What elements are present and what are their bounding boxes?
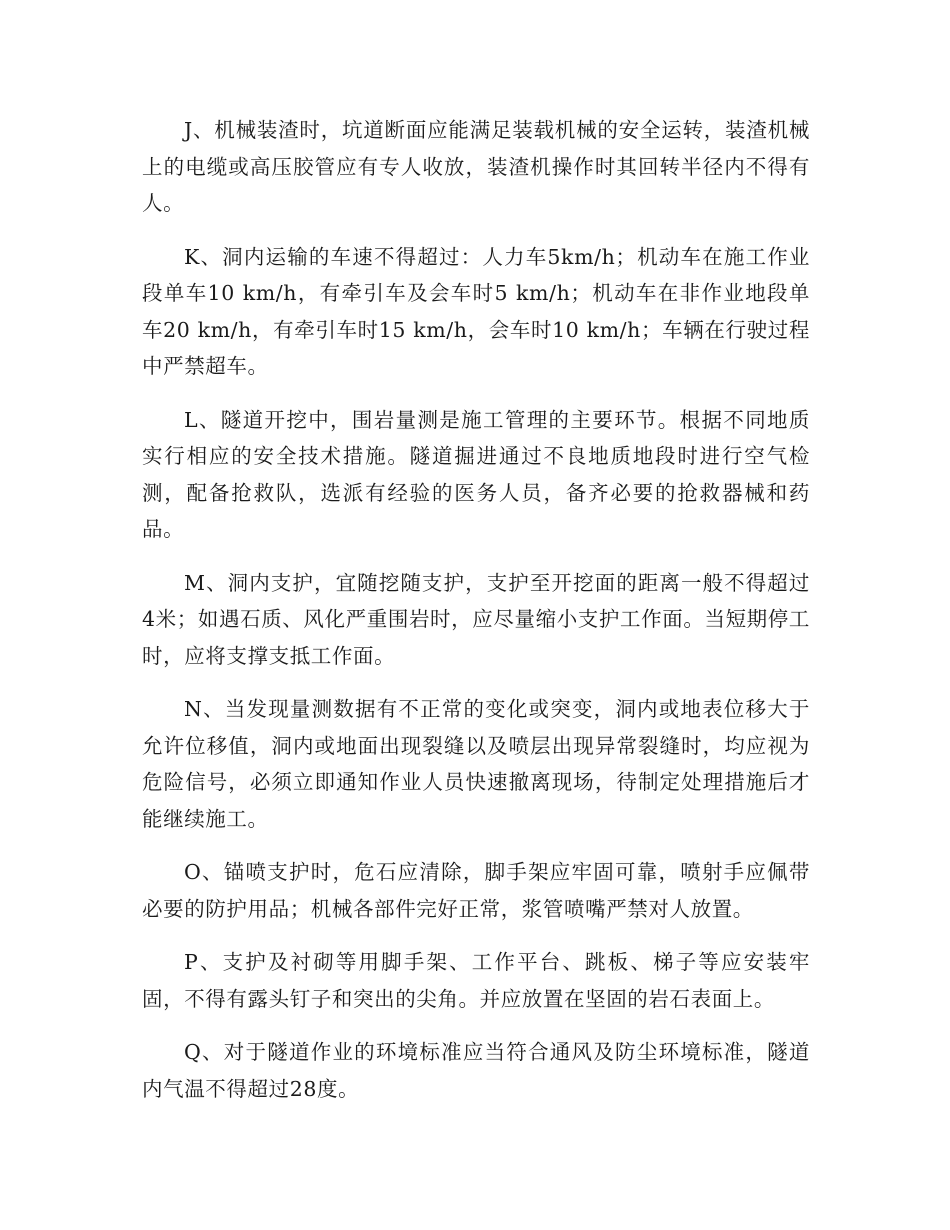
paragraph-j: J、机械装渣时，坑道断面应能满足装载机械的安全运转，装渣机械上的电缆或高压胶管应有专人收放，装渣机操作时其回转半径内不得有人。 bbox=[142, 118, 810, 215]
paragraph-k: K、洞内运输的车速不得超过：人力车5km/h；机动车在施工作业段单车10 km/h，有牵引车及会车时5 km/h；机动车在非作业地段单车20 km/h，有牵引车时15 km/h，会车时10 km/h；车辆在行驶过程中严禁超车。 bbox=[142, 244, 810, 378]
paragraph-q: Q、对于隧道作业的环境标准应当符合通风及防尘环境标准，隧道内气温不得超过28度。 bbox=[142, 1040, 810, 1101]
paragraph-p: P、支护及衬砌等用脚手架、工作平台、跳板、梯子等应安装牢固，不得有露头钉子和突出的尖角。并应放置在坚固的岩石表面上。 bbox=[142, 950, 810, 1011]
document-body bbox=[142, 112, 810, 1107]
paragraph-l: L、隧道开挖中，围岩量测是施工管理的主要环节。根据不同地质实行相应的安全技术措施。隧道掘进通过不良地质地段时进行空气检测，配备抢救队，选派有经验的医务人员，备齐必要的抢救器械和药品。 bbox=[142, 407, 810, 541]
paragraph-m: M、洞内支护，宜随挖随支护，支护至开挖面的距离一般不得超过4米；如遇石质、风化严重围岩时，应尽量缩小支护工作面。当短期停工时，应将支撑支抵工作面。 bbox=[142, 570, 810, 668]
paragraph-n: N、当发现量测数据有不正常的变化或突变，洞内或地表位移大于允许位移值，洞内或地面出现裂缝以及喷层出现异常裂缝时，均应视为危险信号，必须立即通知作业人员快速撤离现场，待制定处理措施后才能继续施工。 bbox=[142, 697, 810, 831]
paragraph-o: O、锚喷支护时，危石应清除，脚手架应牢固可靠，喷射手应佩带必要的防护用品；机械各部件完好正常，浆管喷嘴严禁对人放置。 bbox=[142, 860, 810, 921]
